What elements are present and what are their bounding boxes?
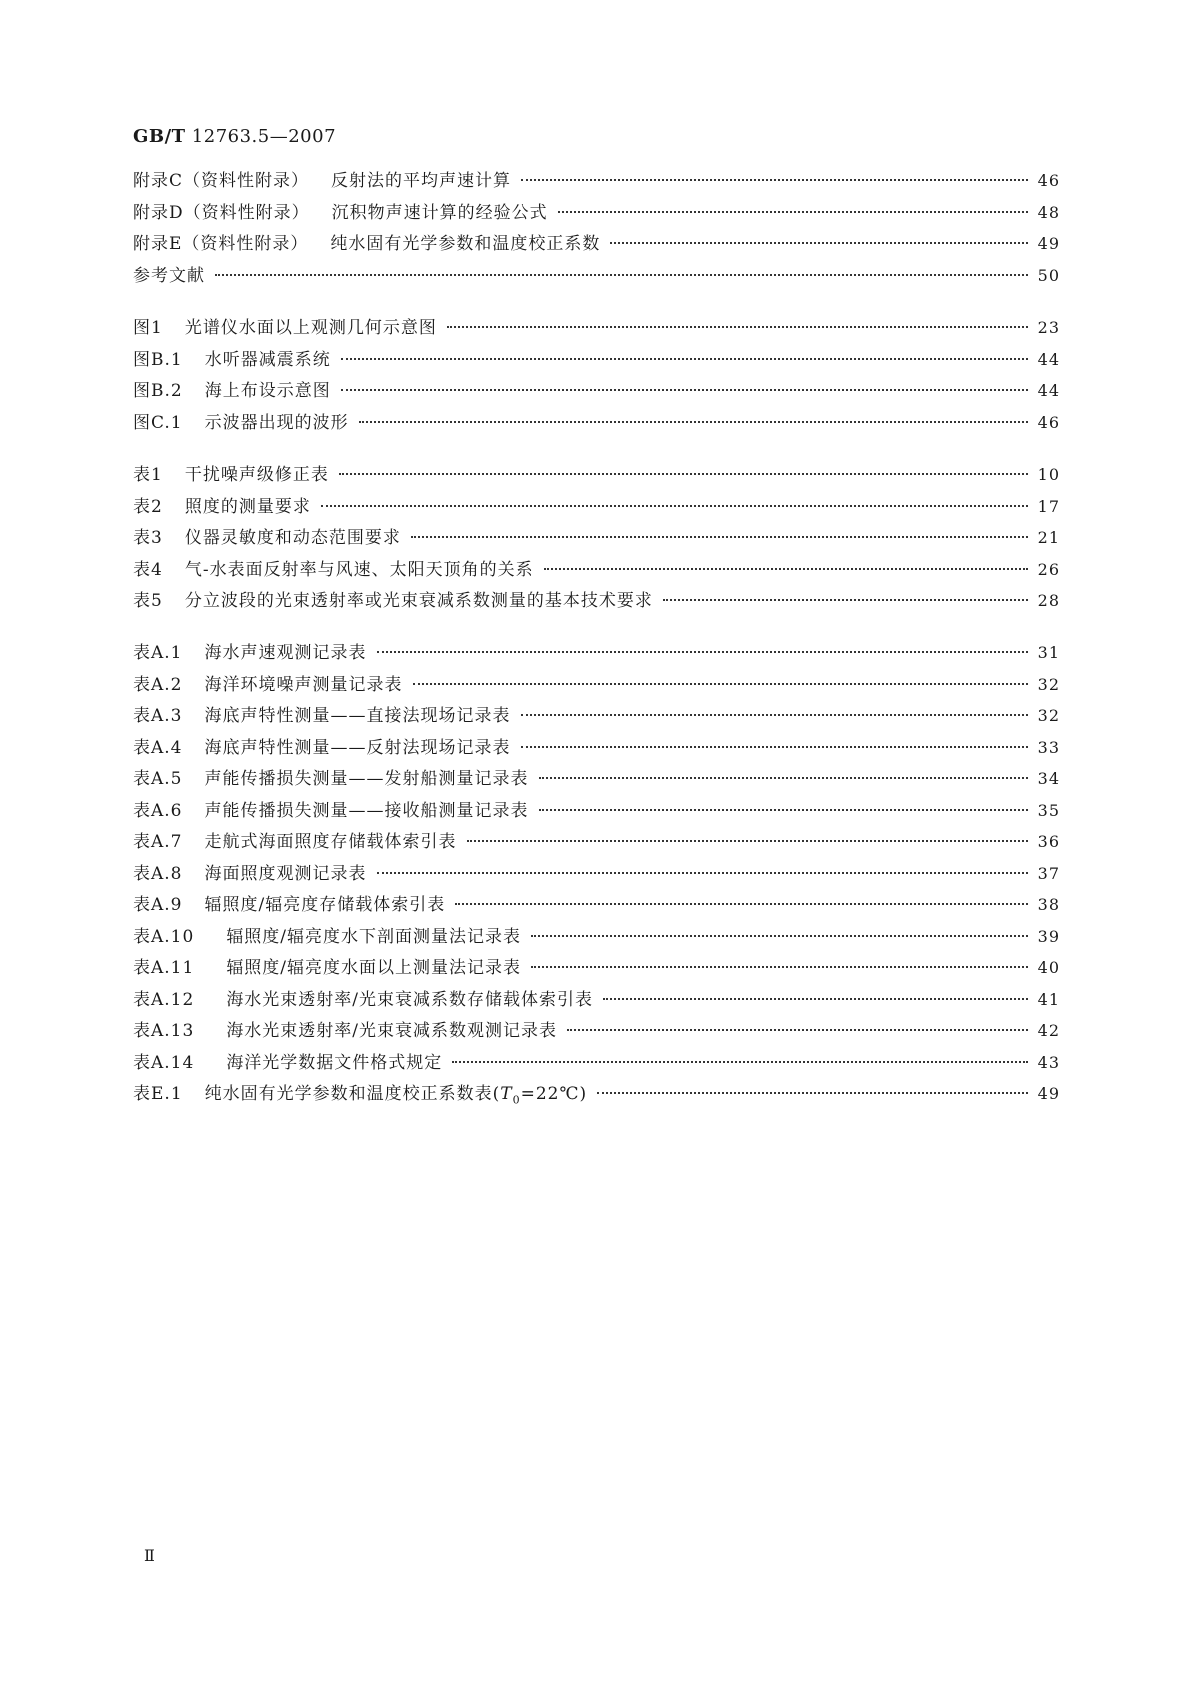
toc-title: 海洋光学数据文件格式规定 <box>226 1052 443 1073</box>
toc-title: 海底声特性测量——直接法现场记录表 <box>204 706 511 726</box>
toc-label: 表E.1 <box>133 1084 183 1104</box>
toc-title: 海上布设示意图 <box>204 381 331 401</box>
toc-title: 海底声特性测量——反射法现场记录表 <box>204 737 511 758</box>
dot-leader <box>339 473 1028 475</box>
toc-entry[interactable] <box>133 261 1060 293</box>
toc-label: 参考文献 <box>133 265 205 286</box>
toc-label: 表A.3 <box>133 706 183 726</box>
toc-title: 干扰噪声级修正表 <box>184 465 329 485</box>
toc-title: 光谱仪水面以上观测几何示意图 <box>184 318 437 338</box>
dot-leader <box>558 211 1028 213</box>
standard-prefix: GB/T <box>133 126 186 147</box>
toc-page: 32 <box>1037 674 1060 694</box>
toc-entry[interactable] <box>133 701 1060 733</box>
toc-entry[interactable] <box>133 229 1060 261</box>
toc-page: 23 <box>1037 318 1060 337</box>
toc-appendix-tables <box>133 638 1060 1111</box>
toc-label: 表A.5 <box>133 769 183 789</box>
toc-title-tail: =22℃) <box>520 1084 588 1104</box>
toc-page: 44 <box>1037 381 1060 400</box>
dot-leader <box>544 568 1028 570</box>
toc-page: 46 <box>1037 171 1060 190</box>
toc-label: 表A.4 <box>133 737 183 758</box>
dot-leader <box>521 714 1029 716</box>
toc-title: 海水光束透射率/光束衰减系数观测记录表 <box>226 1021 558 1041</box>
toc-entry[interactable] <box>133 796 1060 828</box>
toc-page: 35 <box>1037 800 1060 820</box>
dot-leader <box>377 872 1029 874</box>
toc-page: 42 <box>1037 1021 1060 1040</box>
toc-entry[interactable] <box>133 953 1060 985</box>
toc-page: 40 <box>1037 958 1060 977</box>
toc-page: 43 <box>1037 1052 1060 1072</box>
toc-label: 表4 <box>133 559 163 580</box>
toc-page: 50 <box>1037 265 1060 285</box>
toc-label: 表A.12 <box>133 989 195 1010</box>
toc-entry[interactable] <box>133 460 1060 492</box>
toc-title: 声能传播损失测量——发射船测量记录表 <box>204 769 529 789</box>
toc-label: 表2 <box>133 496 163 517</box>
toc-entry[interactable] <box>133 492 1060 524</box>
standard-number: 12763.5—2007 <box>185 126 337 147</box>
toc-figures <box>133 313 1060 439</box>
dot-leader <box>452 1061 1028 1063</box>
toc-entry[interactable] <box>133 638 1060 670</box>
toc-entry[interactable] <box>133 198 1060 230</box>
toc-page: 46 <box>1037 412 1060 432</box>
toc-page: 44 <box>1037 349 1060 369</box>
toc-page: 41 <box>1037 989 1060 1009</box>
toc-label: 图C.1 <box>133 412 183 433</box>
toc-page: 39 <box>1037 926 1060 946</box>
toc-page: 49 <box>1037 234 1060 253</box>
toc-title: 示波器出现的波形 <box>204 412 349 433</box>
toc-title: 水听器减震系统 <box>204 349 331 370</box>
dot-leader <box>413 683 1029 685</box>
toc-entry[interactable] <box>133 313 1060 345</box>
dot-leader <box>341 358 1028 360</box>
toc-title: 气-水表面反射率与风速、太阳天顶角的关系 <box>184 559 534 580</box>
toc-label: 表A.8 <box>133 863 183 884</box>
toc-title: 反射法的平均声速计算 <box>331 171 512 191</box>
toc-page: 17 <box>1037 496 1060 516</box>
toc-label: 表A.2 <box>133 674 183 695</box>
toc-page: 28 <box>1037 591 1060 610</box>
temperature-variable: T <box>500 1084 513 1104</box>
toc-appendices <box>133 166 1060 292</box>
dot-leader <box>603 998 1028 1000</box>
toc-entry[interactable] <box>133 670 1060 702</box>
toc-title: 沉积物声速计算的经验公式 <box>331 202 548 223</box>
dot-leader <box>321 505 1028 507</box>
toc-entry[interactable] <box>133 555 1060 587</box>
toc-page: 32 <box>1037 706 1060 725</box>
toc-label: 附录C（资料性附录） <box>133 171 310 191</box>
toc-title: 仪器灵敏度和动态范围要求 <box>184 528 401 548</box>
toc-label: 表A.11 <box>133 958 195 978</box>
toc-page: 31 <box>1037 643 1060 662</box>
toc-title: 分立波段的光束透射率或光束衰减系数测量的基本技术要求 <box>184 591 653 611</box>
toc-title: 纯水固有光学参数和温度校正系数 <box>330 234 601 254</box>
dot-leader <box>610 242 1028 244</box>
toc-title-text: 纯水固有光学参数和温度校正系数表( <box>204 1084 501 1104</box>
dot-leader <box>377 651 1029 653</box>
toc-label: 表A.14 <box>133 1052 195 1073</box>
toc-entry[interactable] <box>133 1016 1060 1048</box>
toc-page: 33 <box>1037 737 1060 757</box>
toc-title: 声能传播损失测量——接收船测量记录表 <box>204 800 529 821</box>
toc-label: 表A.6 <box>133 800 183 821</box>
toc-entry[interactable] <box>133 922 1060 954</box>
toc-label: 表5 <box>133 591 163 611</box>
toc-label: 附录E（资料性附录） <box>133 234 309 254</box>
toc-page: 34 <box>1037 769 1060 788</box>
toc-title: 海洋环境噪声测量记录表 <box>204 674 403 695</box>
toc-entry[interactable] <box>133 345 1060 377</box>
dot-leader <box>359 421 1028 423</box>
dot-leader <box>597 1092 1028 1094</box>
dot-leader <box>663 599 1028 601</box>
toc-entry[interactable] <box>133 1048 1060 1080</box>
toc-page: 10 <box>1037 465 1060 484</box>
toc-title: 辐照度/辐亮度水下剖面测量法记录表 <box>226 926 522 947</box>
toc-page: 37 <box>1037 863 1060 883</box>
toc-title: 海面照度观测记录表 <box>204 863 367 884</box>
toc-entry[interactable] <box>133 408 1060 440</box>
dot-leader <box>539 777 1029 779</box>
toc-label: 表1 <box>133 465 163 485</box>
toc-label: 表A.7 <box>133 832 183 852</box>
toc-entry[interactable] <box>133 1079 1060 1111</box>
toc-title <box>205 1079 588 1106</box>
toc-title: 照度的测量要求 <box>184 496 311 517</box>
dot-leader <box>411 536 1028 538</box>
toc-entry[interactable] <box>133 890 1060 922</box>
toc-entry[interactable] <box>133 985 1060 1017</box>
toc-label: 表A.1 <box>133 643 183 663</box>
toc-entry[interactable] <box>133 166 1060 198</box>
toc-label: 表3 <box>133 528 163 548</box>
toc-label: 表A.13 <box>133 1021 195 1041</box>
toc-entry[interactable] <box>133 733 1060 765</box>
toc-label: 表A.10 <box>133 926 195 947</box>
dot-leader <box>521 746 1029 748</box>
toc-page: 21 <box>1037 528 1060 547</box>
toc-tables <box>133 460 1060 618</box>
toc-label: 图1 <box>133 318 163 338</box>
toc-title: 走航式海面照度存储载体索引表 <box>204 832 457 852</box>
dot-leader <box>467 840 1029 842</box>
dot-leader <box>455 903 1028 905</box>
dot-leader <box>531 966 1028 968</box>
temperature-subscript: 0 <box>512 1093 521 1107</box>
toc-entry[interactable] <box>133 523 1060 555</box>
toc-label: 图B.2 <box>133 381 183 401</box>
toc-page: 49 <box>1037 1084 1060 1103</box>
toc-entry[interactable] <box>133 859 1060 891</box>
toc-title: 海水光束透射率/光束衰减系数存储载体索引表 <box>226 989 594 1010</box>
dot-leader <box>539 809 1029 811</box>
toc-entry[interactable] <box>133 586 1060 618</box>
toc-page: 48 <box>1037 202 1060 222</box>
dot-leader <box>567 1029 1028 1031</box>
toc-page: 38 <box>1037 895 1060 914</box>
page-number: Ⅱ <box>144 1546 155 1565</box>
toc-page: 36 <box>1037 832 1060 851</box>
toc-title: 辐照度/辐亮度水面以上测量法记录表 <box>226 958 522 978</box>
toc-page: 26 <box>1037 559 1060 579</box>
toc-entry[interactable] <box>133 764 1060 796</box>
dot-leader <box>215 274 1028 276</box>
toc-title: 海水声速观测记录表 <box>204 643 367 663</box>
toc-label: 附录D（资料性附录） <box>133 202 310 223</box>
toc-entry[interactable] <box>133 827 1060 859</box>
dot-leader <box>447 326 1028 328</box>
standard-header <box>133 126 336 147</box>
toc-entry[interactable] <box>133 376 1060 408</box>
toc-title: 辐照度/辐亮度存储载体索引表 <box>204 895 446 915</box>
toc-label: 表A.9 <box>133 895 183 915</box>
dot-leader <box>341 389 1028 391</box>
dot-leader <box>531 935 1028 937</box>
dot-leader <box>521 179 1028 181</box>
toc-label: 图B.1 <box>133 349 183 370</box>
